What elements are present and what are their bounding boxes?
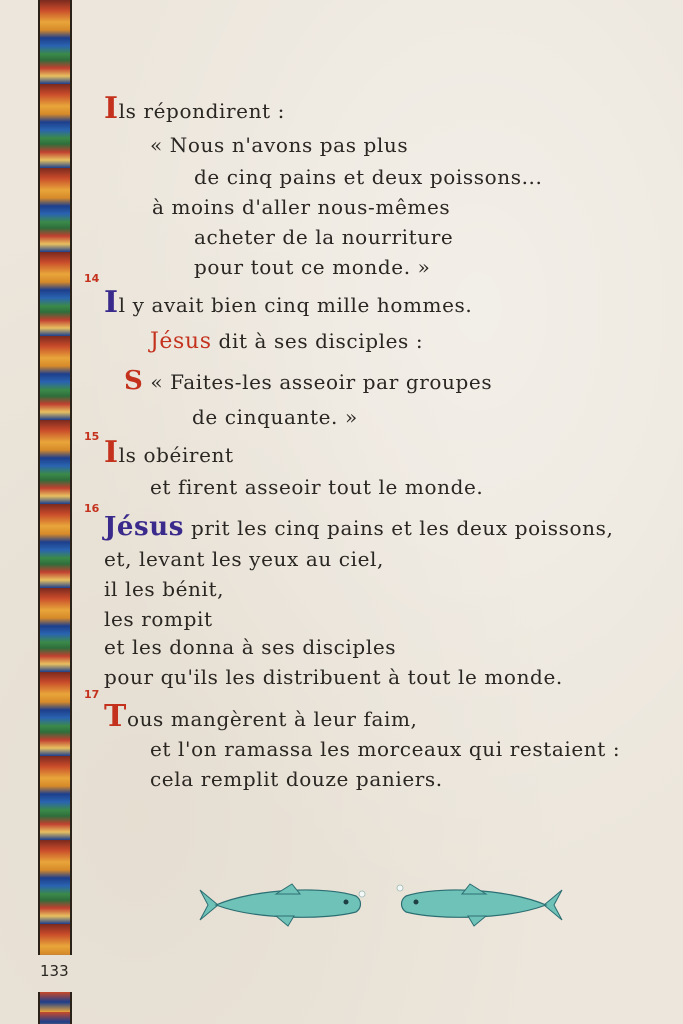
verse-number-17: 17 xyxy=(84,688,100,701)
verse-number-14: 14 xyxy=(84,272,100,285)
name-jesus-text: Jésus xyxy=(104,512,185,542)
verse-number-15: 15 xyxy=(84,430,100,443)
text-line-4: à moins d'aller nous-mêmes xyxy=(152,195,451,219)
text-line-5: acheter de la nourriture xyxy=(194,225,454,249)
text-line-13 xyxy=(104,514,613,541)
name-jesus: Jésus xyxy=(150,329,212,354)
speaker-mark: S xyxy=(124,366,144,396)
line-text: l y avait bien cinq mille hommes. xyxy=(118,293,473,317)
two-fish-illustration xyxy=(196,880,566,930)
line-text: prit les cinq pains et les deux poissons, xyxy=(184,516,614,540)
stained-glass-border-bottom xyxy=(38,992,72,1024)
text-line-8 xyxy=(150,328,423,355)
line-text: « Faites-les asseoir par groupes xyxy=(150,370,493,394)
text-line-9 xyxy=(124,368,492,395)
text-line-1 xyxy=(104,91,285,126)
page-number: 133 xyxy=(40,962,69,980)
drop-cap: I xyxy=(104,435,119,470)
drop-cap: T xyxy=(104,699,127,734)
text-line-10: de cinquante. » xyxy=(192,405,358,429)
verse-number-16: 16 xyxy=(84,502,100,515)
text-line-7 xyxy=(104,285,473,320)
drop-cap: I xyxy=(104,285,119,320)
text-line-16: les rompit xyxy=(104,607,213,631)
fish-right-icon xyxy=(397,884,562,926)
text-line-14: et, levant les yeux au ciel, xyxy=(104,547,384,571)
text-line-17: et les donna à ses disciples xyxy=(104,635,397,659)
text-line-20: et l'on ramassa les morceaux qui restaient : xyxy=(150,737,621,761)
line-text: ls répondirent : xyxy=(118,99,285,123)
line-text: ls obéirent xyxy=(118,443,234,467)
line-text: dit à ses disciples : xyxy=(211,329,424,353)
drop-cap: I xyxy=(104,91,119,126)
fish-left-icon xyxy=(200,884,365,926)
stained-glass-border xyxy=(38,0,72,955)
line-text: ous mangèrent à leur faim, xyxy=(126,707,418,731)
name-jesus xyxy=(104,512,184,542)
text-line-2: « Nous n'avons pas plus xyxy=(150,133,409,157)
text-line-3: de cinq pains et deux poissons... xyxy=(194,165,543,189)
text-line-12: et firent asseoir tout le monde. xyxy=(150,475,484,499)
text-line-6: pour tout ce monde. » xyxy=(194,255,431,279)
text-line-11 xyxy=(104,435,234,470)
text-line-19 xyxy=(104,699,418,734)
text-line-15: il les bénit, xyxy=(104,577,225,601)
text-line-21: cela remplit douze paniers. xyxy=(150,767,443,791)
text-line-18: pour qu'ils les distribuent à tout le monde. xyxy=(104,665,563,689)
